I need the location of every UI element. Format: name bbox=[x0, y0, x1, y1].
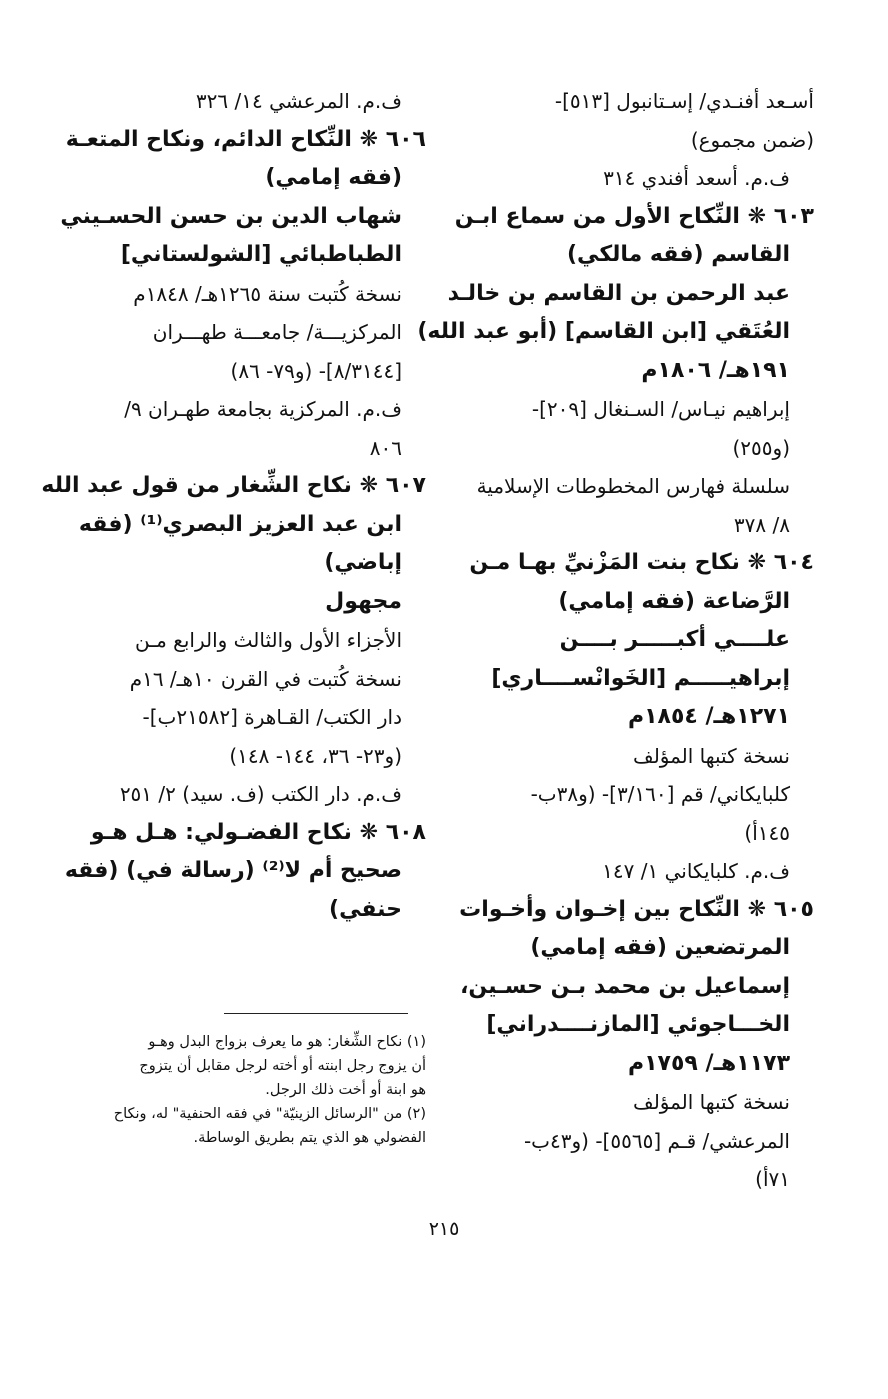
right-column-line: المرتضعين (فقه إمامي) bbox=[530, 935, 790, 960]
right-column-line: ٦٠٣ ❋ النِّكاح الأول من سماع ابـن bbox=[454, 203, 814, 229]
left-column-line: ف.م. المركزية بجامعة طهـران ٩/ bbox=[124, 397, 402, 421]
footnote-line: (١) نكاح الشِّغار: هو ما يعرف بزواج البدل وهـو bbox=[148, 1034, 426, 1050]
right-column-line: ف.م. كلبايكاني ١/ ١٤٧ bbox=[602, 859, 790, 883]
left-column-line: ٨٠٦ bbox=[369, 435, 402, 460]
left-column-line: (و٢٣- ٣٦، ١٤٤- ١٤٨) bbox=[229, 743, 402, 768]
left-column-line: ٦٠٨ ❋ نكاح الفضـولي: هـل هـو bbox=[90, 819, 426, 845]
left-column-line: نسخة كُتبت سنة ١٢٦٥هـ/ ١٨٤٨م bbox=[133, 281, 402, 306]
right-column-line: (و٢٥٥) bbox=[732, 435, 790, 460]
right-column-line: الرَّضاعة (فقه إمامي) bbox=[558, 588, 790, 614]
left-column-line: حنفي) bbox=[329, 896, 402, 922]
footnote-line: هو ابنة أو أخت ذلك الرجل. bbox=[265, 1082, 426, 1098]
left-column-line: دار الكتب/ القـاهرة [٢١٥٨٢ب]- bbox=[142, 705, 402, 729]
right-column-line: كلبايكاني/ قم [٣/١٦٠]- (و٣٨ب- bbox=[530, 782, 790, 806]
right-column-line: ٧١أ) bbox=[755, 1167, 790, 1191]
right-column-line: القاسم (فقه مالكي) bbox=[567, 242, 790, 267]
right-column-line: ١٩١هـ/ ١٨٠٦م bbox=[641, 357, 790, 383]
left-column-line: ف.م. المرعشي ١٤/ ٣٢٦ bbox=[195, 89, 402, 113]
right-column-line: إسماعيل بن محمد بـن حسـين، bbox=[460, 973, 790, 999]
right-column-line: (ضمن مجموع) bbox=[690, 127, 814, 152]
footnotes bbox=[74, 1030, 426, 1150]
right-column-line: ٦٠٤ ❋ نكاح بنت المَزْنيِّ بهـا مـن bbox=[469, 550, 814, 575]
footnote-separator bbox=[224, 1013, 408, 1014]
left-column-line: إباضي) bbox=[324, 550, 402, 575]
right-column-line: ٨/ ٣٧٨ bbox=[733, 512, 790, 537]
footnote-line: الفضولي هو الذي يتم بطريق الوساطة. bbox=[193, 1130, 426, 1146]
left-column-line: شهاب الدين بن حسن الحسـيني bbox=[60, 203, 402, 229]
right-column-line: سلسلة فهارس المخطوطات الإسلامية bbox=[476, 474, 790, 498]
page-number: ٢١٥ bbox=[428, 1218, 460, 1240]
right-column-line: ١٤٥أ) bbox=[744, 820, 790, 845]
right-column-line: علــــي أكبـــــر بــــن bbox=[559, 627, 790, 652]
right-column-line: نسخة كتبها المؤلف bbox=[632, 743, 790, 768]
right-column-line: المرعشي/ قـم [٥٥٦٥]- (و٤٣ب- bbox=[523, 1128, 790, 1153]
left-column bbox=[41, 82, 426, 929]
right-column-line: عبد الرحمن بن القاسم بن خالـد bbox=[447, 280, 790, 306]
right-column-line: إبراهيـــــم [الخَوانْســــاري] bbox=[491, 665, 790, 691]
right-column-line: ١١٧٣هـ/ ١٧٥٩م bbox=[627, 1050, 790, 1076]
left-column-line: ٦٠٦ ❋ النِّكاح الدائم، ونكاح المتعـة bbox=[65, 126, 426, 152]
left-column-line: ابن عبد العزيز البصري⁽¹⁾ (فقه bbox=[78, 511, 402, 537]
right-column-line: ف.م. أسعد أفندي ٣١٤ bbox=[603, 166, 790, 190]
right-column-line: إبراهيم نيـاس/ السـنغال [٢٠٩]- bbox=[531, 397, 790, 421]
left-column-line: (فقه إمامي) bbox=[265, 165, 402, 190]
right-column-line: أسـعد أفنـدي/ إسـتانبول [٥١٣]- bbox=[554, 89, 814, 113]
left-column-line: الأجزاء الأول والثالث والرابع مـن bbox=[135, 628, 402, 652]
right-column-line: الخـــاجوئي [المازنــــدراني] bbox=[486, 1012, 790, 1037]
right-column bbox=[417, 82, 814, 1199]
left-column-line: مجهول bbox=[325, 588, 402, 614]
left-column-line: ٦٠٧ ❋ نكاح الشِّغار من قول عبد الله bbox=[41, 473, 426, 498]
right-column-line: العُتَقي [ابن القاسم] (أبو عبد الله) bbox=[417, 319, 790, 344]
left-column-line: ف.م. دار الكتب (ف. سيد) ٢/ ٢٥١ bbox=[119, 782, 402, 806]
left-column-line: [٨/٣١٤٤]- (و٧٩- ٨٦) bbox=[230, 358, 402, 383]
left-column-line: صحيح أم لا⁽²⁾ (رسالة في) (فقه bbox=[64, 858, 402, 883]
left-column-line: نسخة كُتبت في القرن ١٠هـ/ ١٦م bbox=[129, 666, 402, 691]
right-column-line: ٦٠٥ ❋ النِّكاح بين إخـوان وأخـوات bbox=[459, 896, 814, 922]
left-column-line: المركزيـــة/ جامعـــة طهـــران bbox=[152, 320, 402, 344]
right-column-line: نسخة كتبها المؤلف bbox=[632, 1090, 790, 1114]
right-column-line: ١٢٧١هـ/ ١٨٥٤م bbox=[627, 704, 790, 729]
footnote-line: أن يزوج رجل ابنته أو أخته لرجل مقابل أن يتزوج bbox=[139, 1058, 426, 1074]
footnote-line: (٢) من "الرسائل الزينيّة" في فقه الحنفية" له، ونكاح bbox=[113, 1106, 426, 1122]
left-column-line: الطباطبائي [الشولستاني] bbox=[120, 242, 402, 267]
